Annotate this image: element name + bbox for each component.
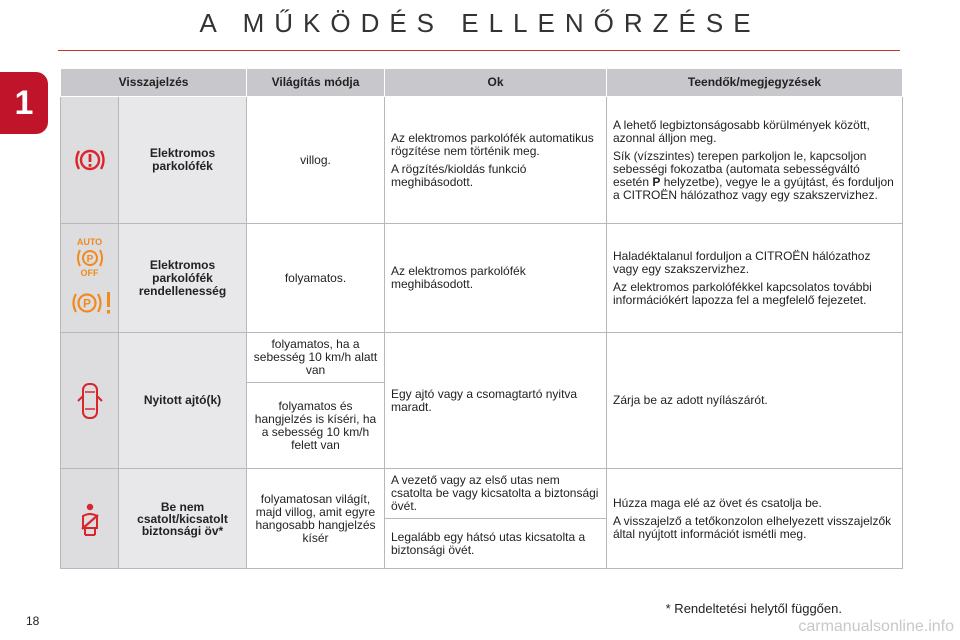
table-row <box>61 469 903 519</box>
cause-cell: Az elektromos parkolófék meghibásodott. <box>385 224 607 333</box>
signal-name: Elektromos parkolófék <box>119 97 247 224</box>
action-text-part: Sík (vízszintes) terepen parkoljon le, kapcsoljon sebességi fokozatba (automata sebességváltó esetén <box>613 148 867 189</box>
cause-cell <box>385 97 607 224</box>
action-text: Húzza maga elé az övet és csatolja be. <box>613 495 822 510</box>
gear-p-label: P <box>652 174 661 189</box>
signal-name: Nyitott ajtó(k) <box>119 333 247 469</box>
table-row <box>61 97 903 224</box>
open-door-icon <box>77 393 103 407</box>
svg-text:P: P <box>82 296 92 311</box>
table-row <box>61 224 903 333</box>
action-text: Haladéktalanul forduljon a CITROËN hálózathoz vagy egy szakszervizhez. <box>613 248 871 276</box>
icon-auto-text: AUTO <box>76 237 103 247</box>
action-cell <box>607 97 903 224</box>
icon-cell <box>61 333 119 469</box>
action-text-part: helyzetbe), vegye le a gyújtást, és forduljon a CITROËN hálózathoz vagy egy szakszervizhez. <box>613 174 894 202</box>
header-ok: Ok <box>385 69 607 97</box>
chapter-tab: 1 <box>0 72 48 134</box>
warning-lights-table <box>60 68 903 569</box>
action-cell: Zárja be az adott nyílászárót. <box>607 333 903 469</box>
action-text <box>613 150 896 202</box>
auto-p-off-icon <box>67 238 112 278</box>
signal-name: Elektromos parkolófék rendellenesség <box>119 224 247 333</box>
icon-cell <box>61 97 119 224</box>
seatbelt-warning-icon <box>78 511 102 525</box>
action-text: Az elektromos parkolófékkel kapcsolatos további információkért lapozza fel a megfelelő fejezetet. <box>613 279 872 307</box>
lighting-mode: folyamatos, ha a sebesség 10 km/h alatt van <box>247 333 385 383</box>
cause-cell: Legalább egy hátsó utas kicsatolta a biztonsági övét. <box>385 519 607 569</box>
cause-text: A rögzítés/kioldás funkció meghibásodott. <box>391 161 527 189</box>
lighting-mode: folyamatos és hangjelzés is kíséri, ha a sebesség 10 km/h felett van <box>247 383 385 469</box>
action-text: A visszajelző a tetőkonzolon elhelyezett visszajelzők által nyújtott információt ismétli meg. <box>613 513 892 541</box>
signal-name: Be nem csatolt/kicsatolt biztonsági öv* <box>119 469 247 569</box>
table-row <box>61 333 903 383</box>
footnote: * Rendeltetési helytől függően. <box>665 601 842 616</box>
title-divider <box>58 50 900 51</box>
brake-warning-icon <box>73 152 107 166</box>
svg-text:P: P <box>86 254 93 265</box>
icon-cell <box>61 469 119 569</box>
icon-cell <box>61 224 119 333</box>
action-cell <box>607 224 903 333</box>
lighting-mode: folyamatosan világít, majd villog, amit egyre hangosabb hangjelzés kísér <box>247 469 385 569</box>
lighting-mode: villog. <box>247 97 385 224</box>
icon-off-text: OFF <box>80 268 99 278</box>
header-teendok: Teendők/megjegyzések <box>607 69 903 97</box>
cause-cell: A vezető vagy az első utas nem csatolta be vagy kicsatolta a biztonsági övét. <box>385 469 607 519</box>
table-header-row <box>61 69 903 97</box>
lighting-mode: folyamatos. <box>247 224 385 333</box>
action-cell <box>607 469 903 569</box>
page-title: A MŰKÖDÉS ELLENŐRZÉSE <box>199 8 761 38</box>
page-number: 18 <box>26 614 40 628</box>
header-vilagitas-modja: Világítás módja <box>247 69 385 97</box>
action-text: A lehető legbiztonságosabb körülmények között, azonnal álljon meg. <box>613 117 870 145</box>
cause-text: Az elektromos parkolófék automatikus rögzítése nem történik meg. <box>391 130 594 158</box>
watermark: carmanualsonline.info <box>798 618 954 635</box>
parking-brake-fault-icon <box>67 295 115 309</box>
cause-cell: Egy ajtó vagy a csomagtartó nyitva maradt. <box>385 333 607 469</box>
header-visszajelzes: Visszajelzés <box>61 69 247 97</box>
